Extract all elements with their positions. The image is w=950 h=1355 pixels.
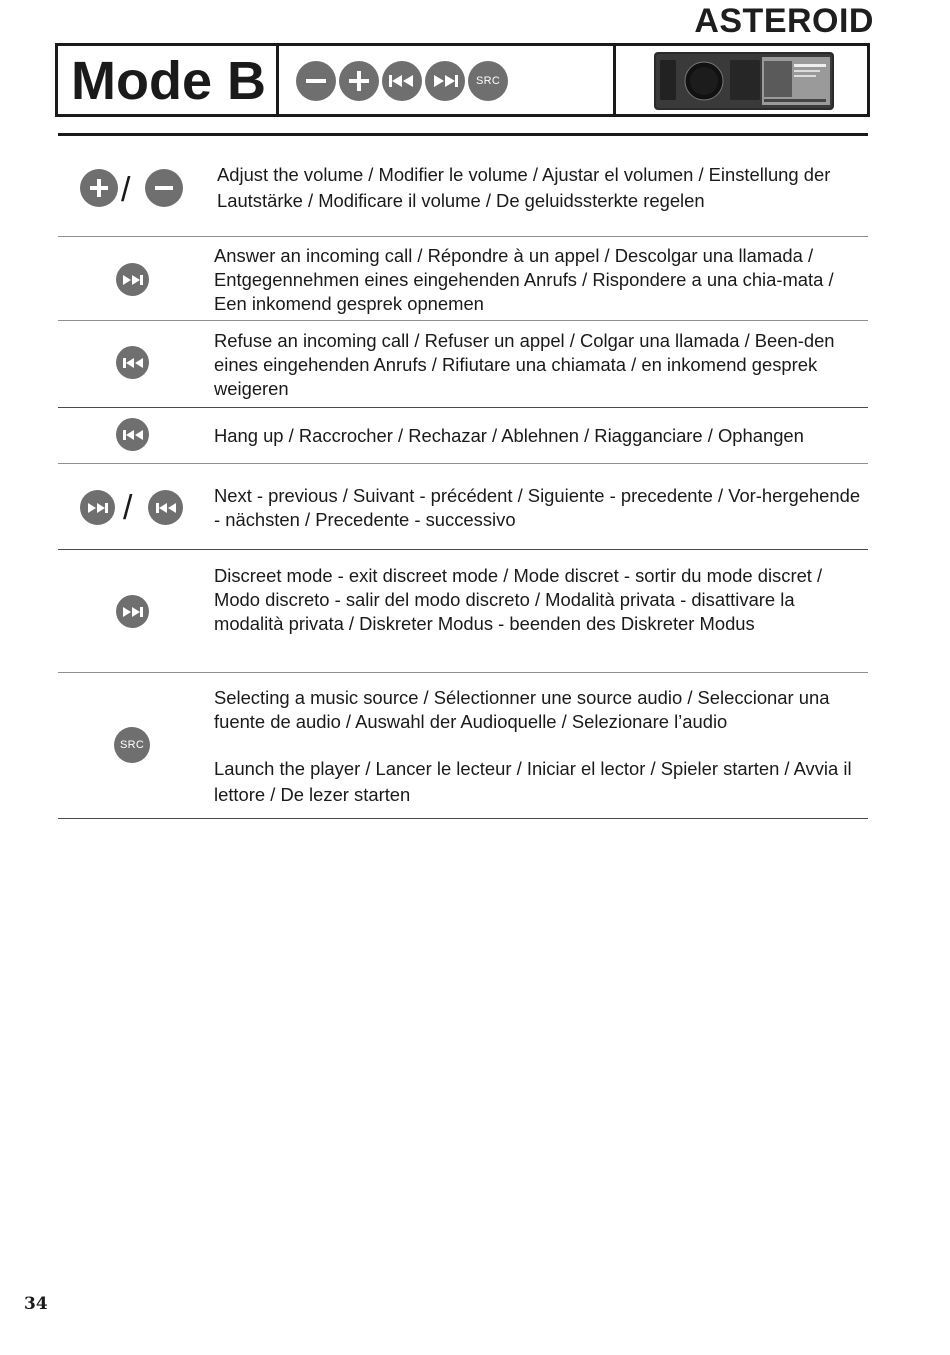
previous-icon — [116, 346, 149, 379]
row-text-hang-up: Hang up / Raccrocher / Rechazar / Ablehnen / Riagganciare / Ophangen — [214, 425, 804, 446]
row-text-discreet-mode: Discreet mode - exit discreet mode / Mode discret - sortir du mode discret / Modo discreto - salir del modo discreto / Modalità privata - disattivare la modalità privata / Diskreter Modus - beenden des Diskreter Modus — [214, 565, 823, 634]
row-divider — [58, 320, 868, 321]
row-divider — [58, 818, 868, 819]
src-icon-label: SRC — [119, 739, 145, 751]
minus-icon — [296, 61, 336, 101]
previous-icon — [116, 418, 149, 451]
row-separator-slash: / — [121, 171, 131, 209]
header-divider — [613, 46, 616, 114]
row-divider — [58, 463, 868, 464]
row-divider — [58, 236, 868, 237]
brand-title: ASTEROID — [694, 2, 874, 40]
row-text-refuse-call: Refuse an incoming call / Refuser un appel / Colgar una llamada / Been-den eines eingehenden Anrufs / Rifiutare una chiamata / en inkomend gesprek weigeren — [214, 330, 835, 399]
next-icon — [425, 61, 465, 101]
row-divider — [58, 407, 868, 408]
next-icon — [116, 263, 149, 296]
src-icon — [468, 61, 508, 101]
page-number: 34 — [24, 1294, 48, 1314]
previous-icon — [148, 490, 183, 525]
row-text-answer-call: Answer an incoming call / Répondre à un appel / Descolgar una llamada / Entgegennehmen eines eingehenden Anrufs / Rispondere a una chia-mata / Een inkomend gesprek opnemen — [214, 245, 834, 314]
src-icon-label: SRC — [475, 75, 501, 87]
row-separator-slash: / — [123, 489, 133, 527]
header-divider — [276, 46, 279, 114]
device-thumbnail — [654, 52, 834, 110]
next-icon — [116, 595, 149, 628]
row-divider — [58, 549, 868, 550]
row-text-volume: Adjust the volume / Modifier le volume / Ajustar el volumen / Einstellung der Lautstärke / Modificare il volume / De geluidssterkte regelen — [217, 164, 831, 211]
src-icon — [114, 727, 150, 763]
previous-icon — [382, 61, 422, 101]
next-icon — [80, 490, 115, 525]
plus-icon — [80, 169, 118, 207]
minus-icon — [145, 169, 183, 207]
row-text-launch-player: Launch the player / Lancer le lecteur / Iniciar el lector / Spieler starten / Avvia il lettore / De lezer starten — [214, 758, 852, 805]
mode-title: Mode B — [71, 51, 266, 111]
plus-icon — [339, 61, 379, 101]
header-rule — [58, 133, 868, 136]
row-text-next-previous: Next - previous / Suivant - précédent / Siguiente - precedente / Vor-hergehende - nächsten / Precedente - successivo — [214, 485, 861, 530]
mode-header — [55, 43, 870, 117]
row-text-music-source: Selecting a music source / Sélectionner une source audio / Seleccionar una fuente de audio / Auswahl der Audioquelle / Selezionare l’audio — [214, 687, 830, 732]
row-divider — [58, 672, 868, 673]
